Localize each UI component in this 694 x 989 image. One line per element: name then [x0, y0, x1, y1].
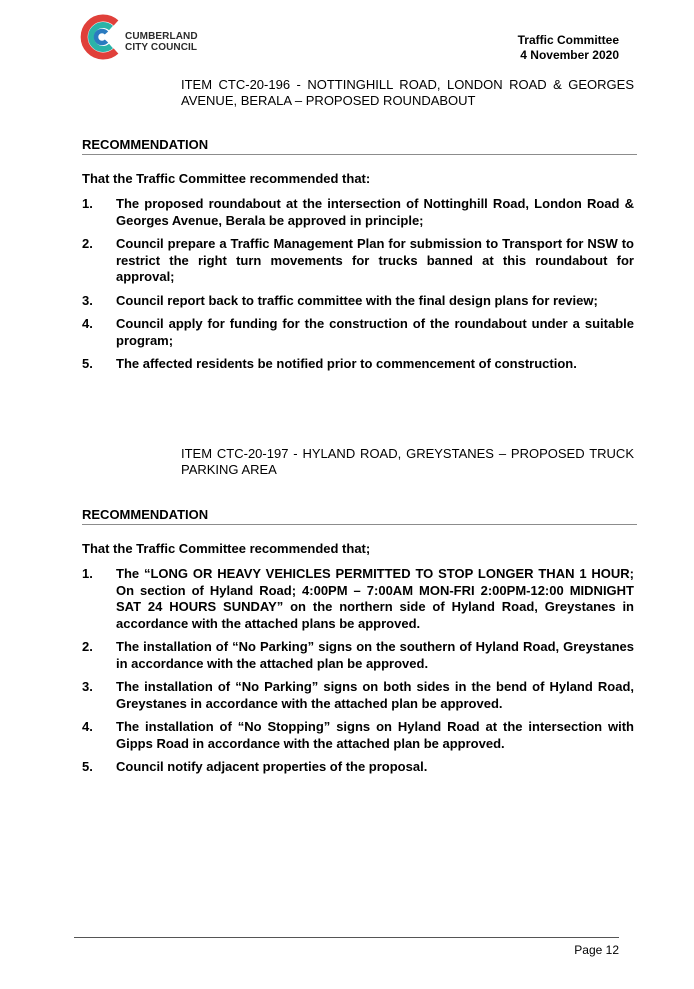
recommendation-item	[82, 759, 634, 776]
item-title: ITEM CTC-20-197 - HYLAND ROAD, GREYSTANES – PROPOSED TRUCK PARKING AREA	[181, 446, 634, 477]
recommendation-item	[82, 196, 634, 229]
logo-line-2: CITY COUNCIL	[125, 42, 198, 53]
logo-text	[125, 31, 198, 53]
item-number: 1.	[82, 566, 93, 581]
recommendation-item	[82, 316, 634, 349]
item-number: 2.	[82, 639, 93, 654]
item-text: The installation of “No Parking” signs on the southern of Hyland Road, Greystanes in accordance with the attached plan be approved.	[116, 639, 634, 671]
item-number: 3.	[82, 679, 93, 694]
recommendation-heading: RECOMMENDATION	[82, 507, 637, 525]
item-number: 4.	[82, 316, 93, 331]
item-title: ITEM CTC-20-196 - NOTTINGHILL ROAD, LONDON ROAD & GEORGES AVENUE, BERALA – PROPOSED ROUNDABOUT	[181, 77, 634, 108]
item-text: Council apply for funding for the construction of the roundabout under a suitable program;	[116, 316, 634, 348]
recommendation-intro: That the Traffic Committee recommended that:	[82, 171, 371, 186]
council-logo-icon	[78, 14, 124, 60]
item-number: 3.	[82, 292, 93, 308]
header-meta	[518, 33, 619, 63]
committee-name: Traffic Committee	[517, 33, 619, 47]
item-text: The proposed roundabout at the intersection of Nottinghill Road, London Road & Georges Avenue, Berala be approved in principle;	[116, 196, 634, 228]
item-text: Council prepare a Traffic Management Plan for submission to Transport for NSW to restrict the right turn movements for trucks banned at this roundabout for approval;	[116, 236, 634, 284]
meeting-date: 4 November 2020	[520, 48, 619, 62]
item-text: The installation of “No Parking” signs on both sides in the bend of Hyland Road, Greystanes in accordance with the attached plan be approved.	[116, 679, 634, 711]
recommendation-item	[82, 566, 634, 632]
item-text: Council report back to traffic committee with the final design plans for review;	[116, 292, 598, 308]
recommendation-item	[82, 293, 634, 310]
item-number: 2.	[82, 236, 93, 251]
item-number: 5.	[82, 356, 93, 371]
recommendation-item	[82, 719, 634, 752]
recommendation-list	[82, 566, 634, 783]
page-number: Page 12	[574, 943, 619, 957]
recommendation-intro: That the Traffic Committee recommended that;	[82, 541, 371, 556]
recommendation-list	[82, 196, 634, 380]
recommendation-item	[82, 639, 634, 672]
recommendation-heading: RECOMMENDATION	[82, 137, 637, 155]
item-text: Council notify adjacent properties of the proposal.	[116, 759, 428, 774]
item-text: The “LONG OR HEAVY VEHICLES PERMITTED TO STOP LONGER THAN 1 HOUR; On section of Hyland Road; 4:00PM – 7:00AM MON-FRI 2:00PM-12:00 MIDNIGHT SAT 24 HOURS SUNDAY” on the northern side of Hyland Road, Greystanes in accordance with the attached plans be approved.	[116, 566, 634, 631]
recommendation-item	[82, 236, 634, 286]
recommendation-item	[82, 679, 634, 712]
item-number: 4.	[82, 719, 93, 734]
recommendation-item	[82, 356, 634, 373]
item-number: 5.	[82, 759, 93, 774]
footer-divider	[74, 937, 619, 938]
item-text: The installation of “No Stopping” signs on Hyland Road at the intersection with Gipps Road in accordance with the attached plan be approved.	[116, 719, 634, 751]
council-logo	[78, 14, 218, 66]
logo-line-1: CUMBERLAND	[125, 31, 198, 42]
item-number: 1.	[82, 196, 93, 211]
item-text: The affected residents be notified prior to commencement of construction.	[116, 356, 577, 371]
